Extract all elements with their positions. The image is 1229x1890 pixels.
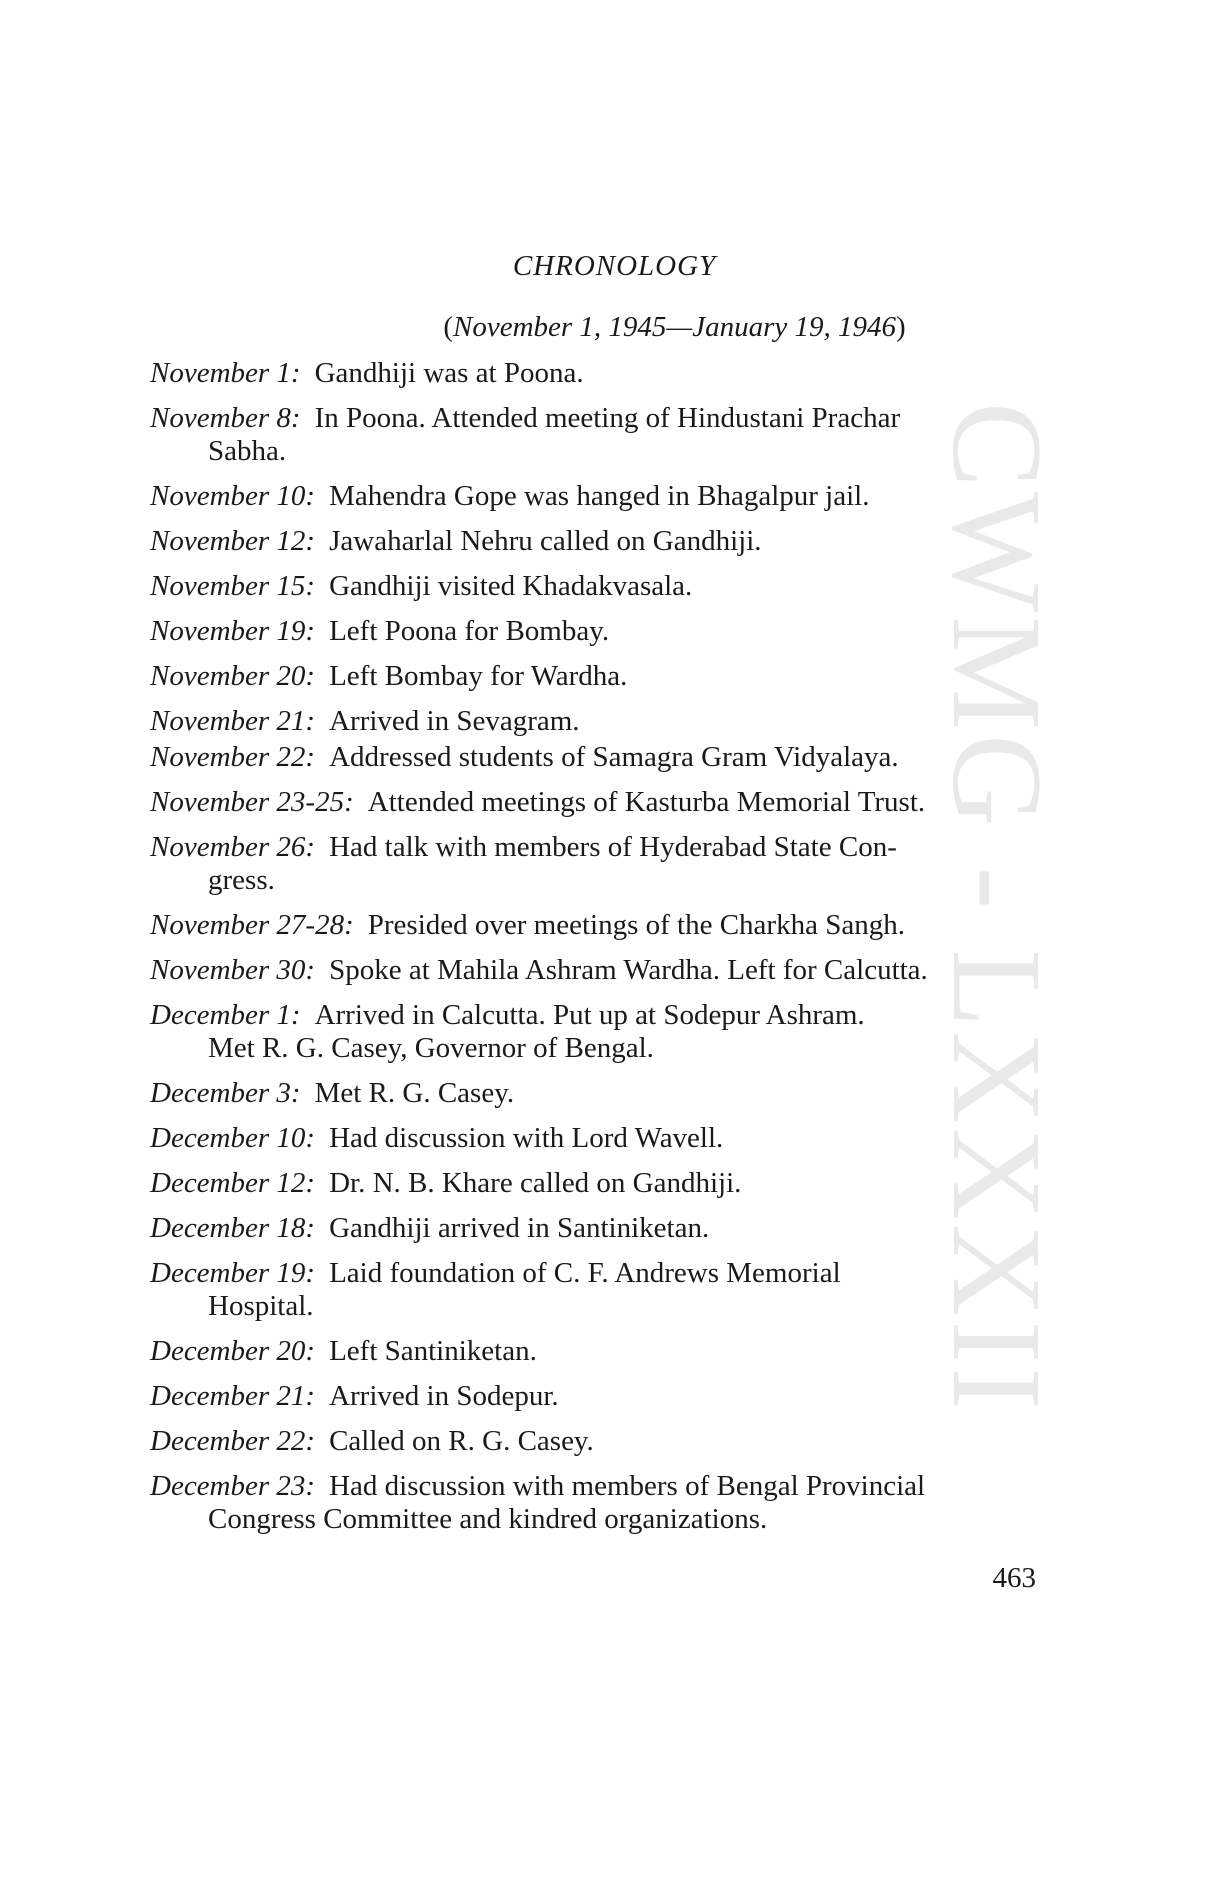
entry-text: Jawaharlal Nehru called on Gandhiji. (329, 525, 762, 557)
chronology-entry (150, 705, 1037, 738)
chronology-entry (150, 402, 1037, 468)
watermark: CWMG - LXXXII (926, 402, 1068, 1414)
entry-text: Laid foundation of C. F. Andrews Memorial (329, 1257, 841, 1289)
entry-date: December 21: (150, 1380, 316, 1412)
date-range-subtitle (0, 311, 1229, 344)
chronology-entry (150, 831, 1037, 897)
chronology-entry (150, 525, 1037, 558)
chronology-entry (150, 1425, 1037, 1458)
entry-text: In Poona. Attended meeting of Hindustani Prachar (314, 402, 901, 434)
entry-continuation: Congress Committee and kindred organizations. (208, 1503, 768, 1535)
page-title: CHRONOLOGY (512, 250, 717, 282)
entry-text: Had discussion with Lord Wavell. (329, 1122, 724, 1154)
entry-date: November 22: (150, 741, 316, 773)
chronology-entry (150, 357, 1037, 390)
entry-date: November 27-28: (150, 909, 354, 941)
entry-date: November 12: (150, 525, 316, 557)
entry-continuation: Sabha. (208, 435, 287, 467)
chronology-entry (150, 615, 1037, 648)
chronology-entry (150, 1380, 1037, 1413)
entry-text: Addressed students of Samagra Gram Vidyalaya. (329, 741, 899, 773)
entry-text: Had discussion with members of Bengal Provincial (329, 1470, 926, 1502)
entry-date: November 26: (150, 831, 316, 863)
entry-text: Gandhiji visited Khadakvasala. (329, 570, 693, 602)
entry-date: November 15: (150, 570, 316, 602)
entry-text: Dr. N. B. Khare called on Gandhiji. (329, 1167, 742, 1199)
chronology-entry (150, 1257, 1037, 1323)
entry-date: December 10: (150, 1122, 316, 1154)
entry-date: December 20: (150, 1335, 316, 1367)
chronology-entry (150, 660, 1037, 693)
subtitle-open-paren: ( (443, 311, 453, 343)
subtitle-close-paren: ) (896, 311, 906, 343)
entry-continuation: Hospital. (208, 1290, 314, 1322)
entry-text: Arrived in Calcutta. Put up at Sodepur Ashram. (314, 999, 865, 1031)
entry-text: Arrived in Sevagram. (329, 705, 580, 737)
entry-date: December 18: (150, 1212, 316, 1244)
entry-text: Arrived in Sodepur. (329, 1380, 559, 1412)
entry-continuation: Met R. G. Casey, Governor of Bengal. (208, 1032, 654, 1064)
entry-date: November 23-25: (150, 786, 354, 818)
entry-text: Called on R. G. Casey. (329, 1425, 594, 1457)
chronology-entry (150, 480, 1037, 513)
entry-date: December 19: (150, 1257, 316, 1289)
chronology-list (150, 357, 1037, 1548)
entry-text: Mahendra Gope was hanged in Bhagalpur jail. (329, 480, 870, 512)
entry-date: November 1: (150, 357, 301, 389)
entry-date: November 8: (150, 402, 301, 434)
entry-text: Gandhiji was at Poona. (314, 357, 584, 389)
entry-text: Had talk with members of Hyderabad State Con- (329, 831, 897, 863)
entry-date: December 22: (150, 1425, 316, 1457)
chronology-entry (150, 954, 1037, 987)
page-number: 463 (992, 1562, 1036, 1594)
entry-date: November 19: (150, 615, 316, 647)
entry-text: Left Poona for Bombay. (329, 615, 610, 647)
entry-date: November 20: (150, 660, 316, 692)
entry-text: Left Bombay for Wardha. (329, 660, 628, 692)
chronology-entry (150, 786, 1037, 819)
chronology-entry (150, 741, 1037, 774)
subtitle-range: November 1, 1945—January 19, 1946 (452, 311, 896, 343)
entry-text: Attended meetings of Kasturba Memorial Trust. (367, 786, 926, 818)
entry-date: November 21: (150, 705, 316, 737)
entry-date: December 12: (150, 1167, 316, 1199)
entry-continuation: gress. (208, 864, 275, 896)
entry-date: December 23: (150, 1470, 316, 1502)
entry-date: November 30: (150, 954, 316, 986)
entry-date: December 1: (150, 999, 301, 1031)
entry-text: Left Santiniketan. (329, 1335, 537, 1367)
chronology-entry (150, 1470, 1037, 1536)
chronology-entry (150, 999, 1037, 1065)
chronology-entry (150, 570, 1037, 603)
chronology-entry (150, 1077, 1037, 1110)
entry-text: Gandhiji arrived in Santiniketan. (329, 1212, 710, 1244)
chronology-entry (150, 1122, 1037, 1155)
entry-text: Spoke at Mahila Ashram Wardha. Left for Calcutta. (329, 954, 928, 986)
entry-date: November 10: (150, 480, 316, 512)
entry-date: December 3: (150, 1077, 301, 1109)
chronology-entry (150, 1212, 1037, 1245)
chronology-entry (150, 1167, 1037, 1200)
chronology-entry (150, 1335, 1037, 1368)
entry-text: Presided over meetings of the Charkha Sangh. (367, 909, 905, 941)
entry-text: Met R. G. Casey. (314, 1077, 515, 1109)
chronology-entry (150, 909, 1037, 942)
